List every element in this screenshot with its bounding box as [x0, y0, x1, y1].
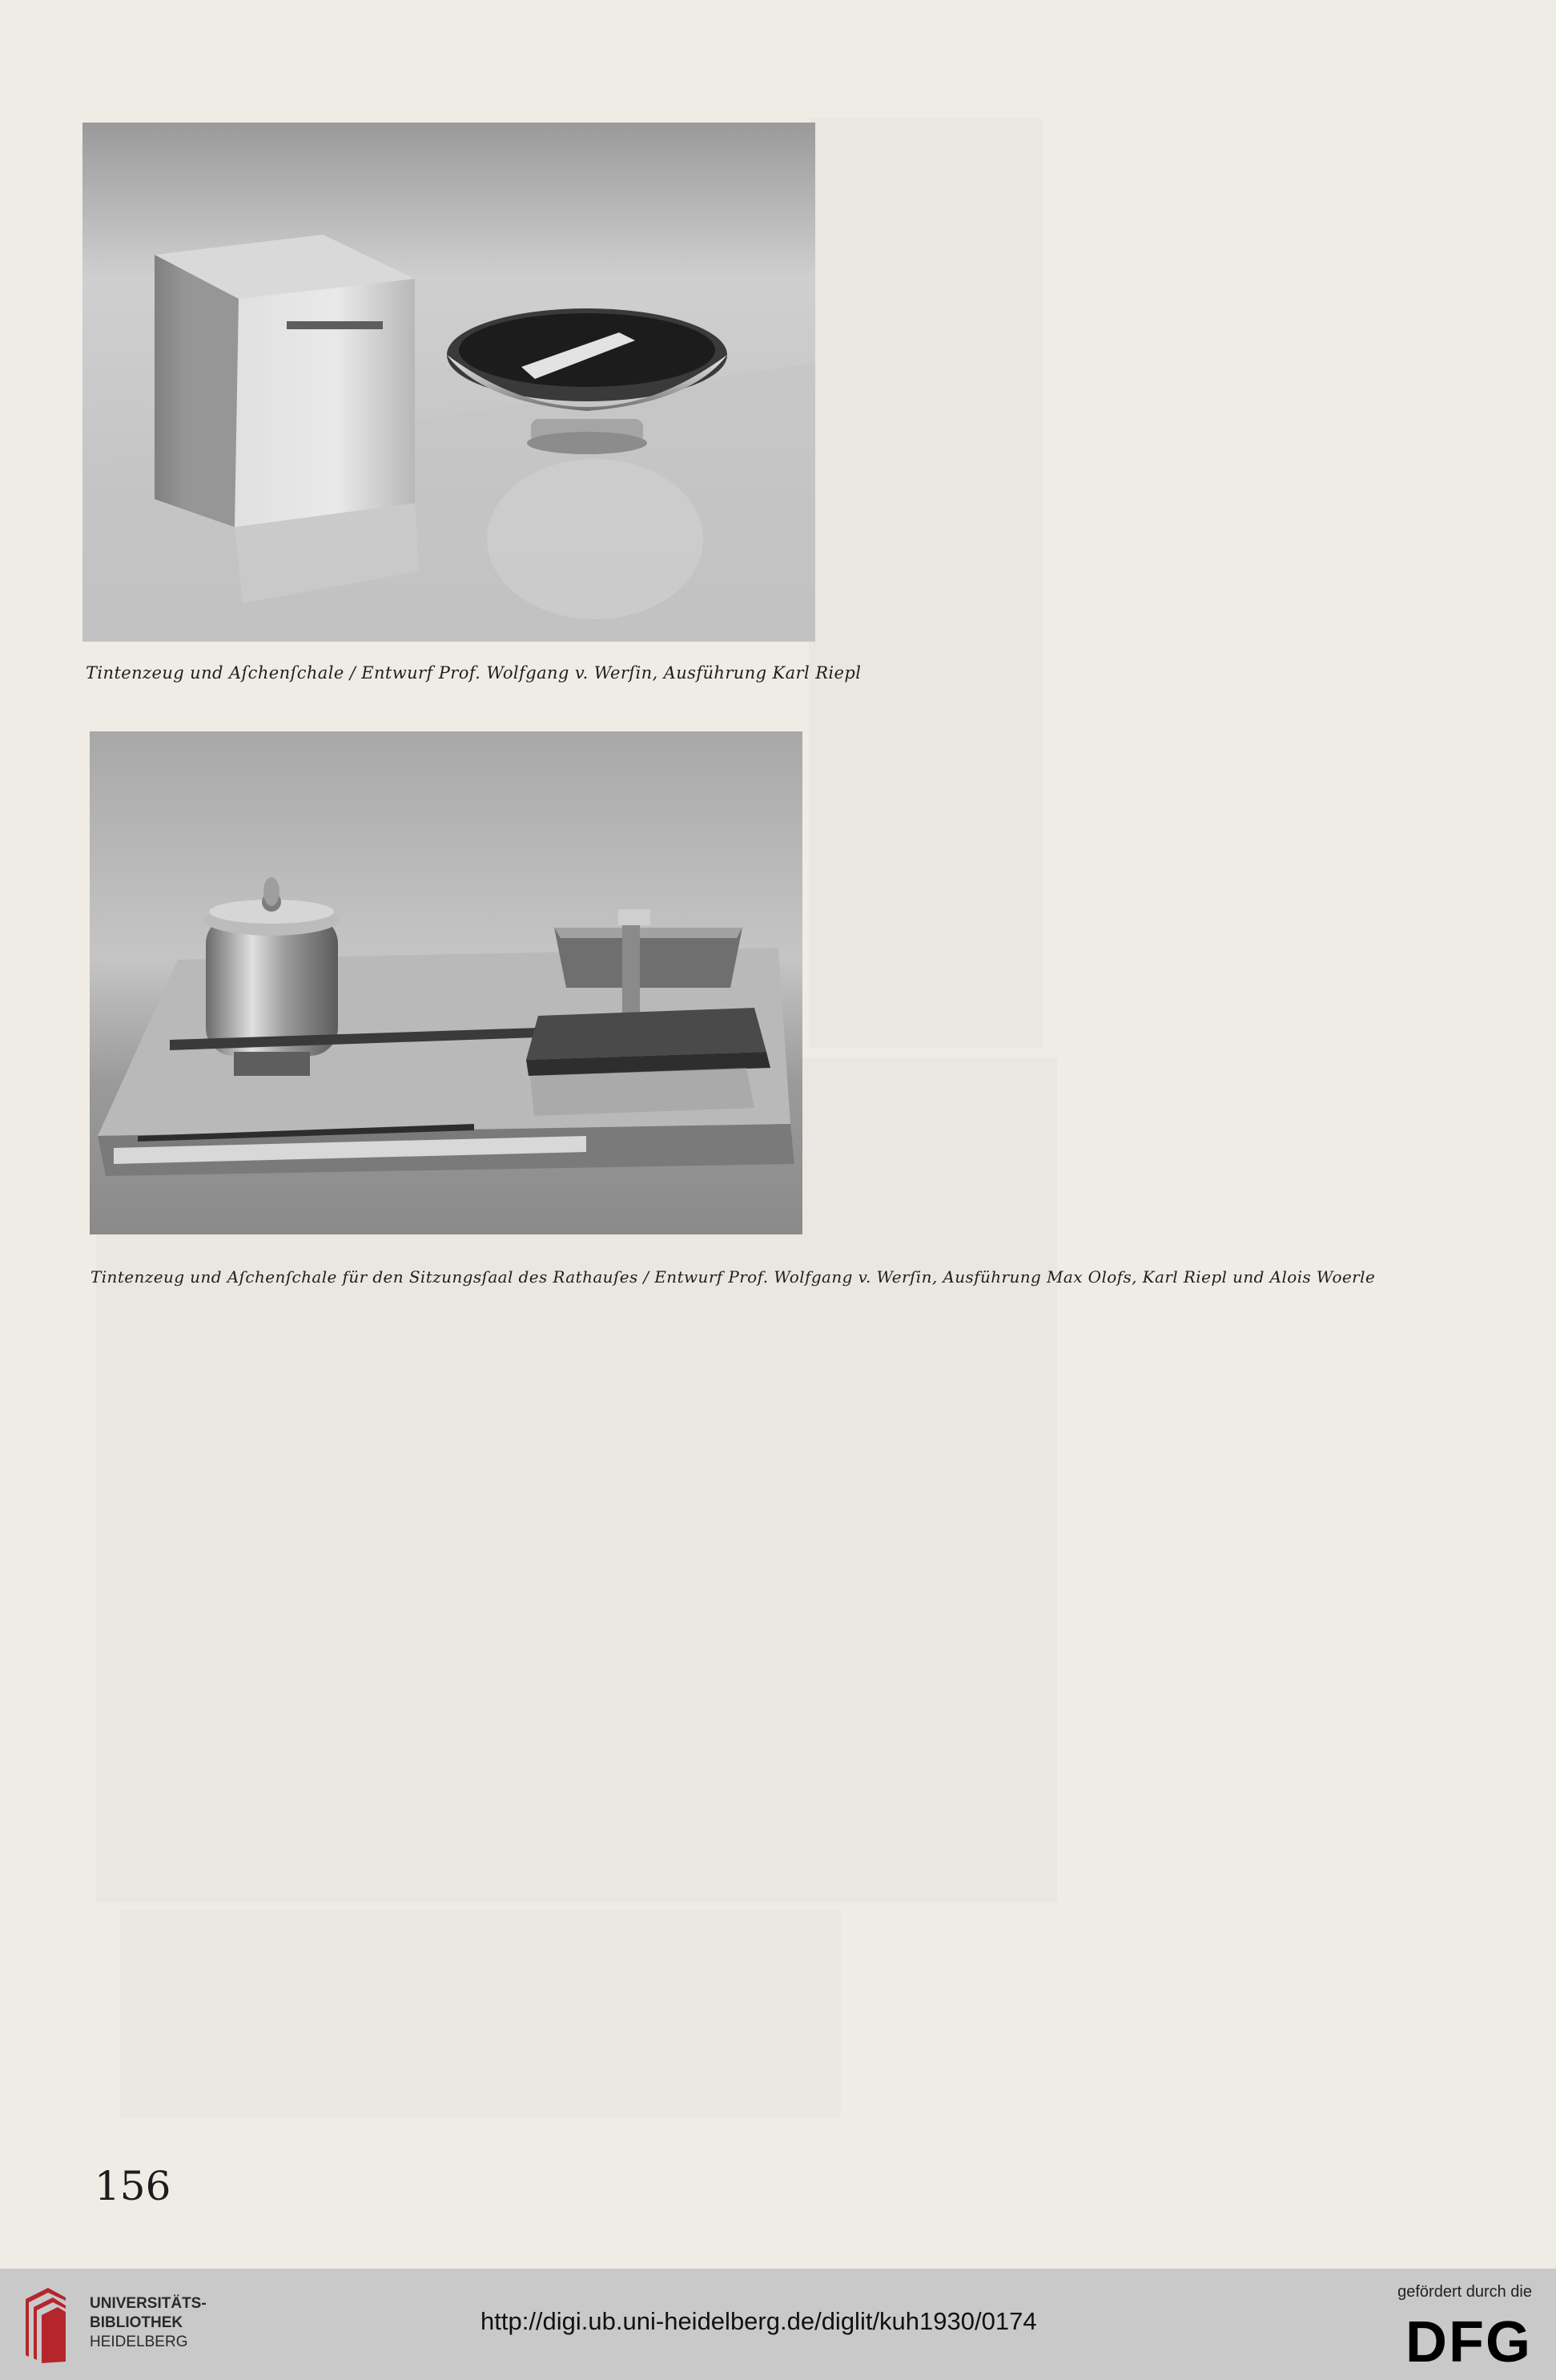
show-through-block [809, 119, 1043, 1048]
library-logo-icon[interactable] [18, 2283, 74, 2365]
permalink-url[interactable]: http://digi.ub.uni-heidelberg.de/diglit/kuh1930/0174 [480, 2307, 1037, 2335]
library-name-line3: HEIDELBERG [90, 2334, 188, 2350]
figure-caption-2: Tintenzeug und Aſchenſchale für den Sitzungsſaal des Rathauſes / Entwurf Prof. Wolfgang v. Werſin, Ausführung Max Olofs, Karl Riepl und Alois Woerle [90, 1267, 1376, 1287]
library-name-line1: UNIVERSITÄTS- [90, 2295, 207, 2312]
library-name [90, 2294, 207, 2352]
photo-inkstand-ashtray [82, 123, 815, 642]
figure-caption-1: Tintenzeug und Aſchenſchale / Entwurf Prof. Wolfgang v. Werſin, Ausführung Karl Riepl [86, 663, 862, 683]
funded-by-label: gefördert durch die [1397, 2283, 1532, 2301]
page-number: 156 [94, 2163, 171, 2209]
digitization-footer [0, 2269, 1556, 2380]
photo-inkstand-council-chamber [90, 731, 802, 1234]
dfg-logo[interactable]: DFG [1405, 2310, 1532, 2374]
library-name-line2: BIBLIOTHEK [90, 2314, 183, 2331]
show-through-block [120, 1911, 841, 2119]
